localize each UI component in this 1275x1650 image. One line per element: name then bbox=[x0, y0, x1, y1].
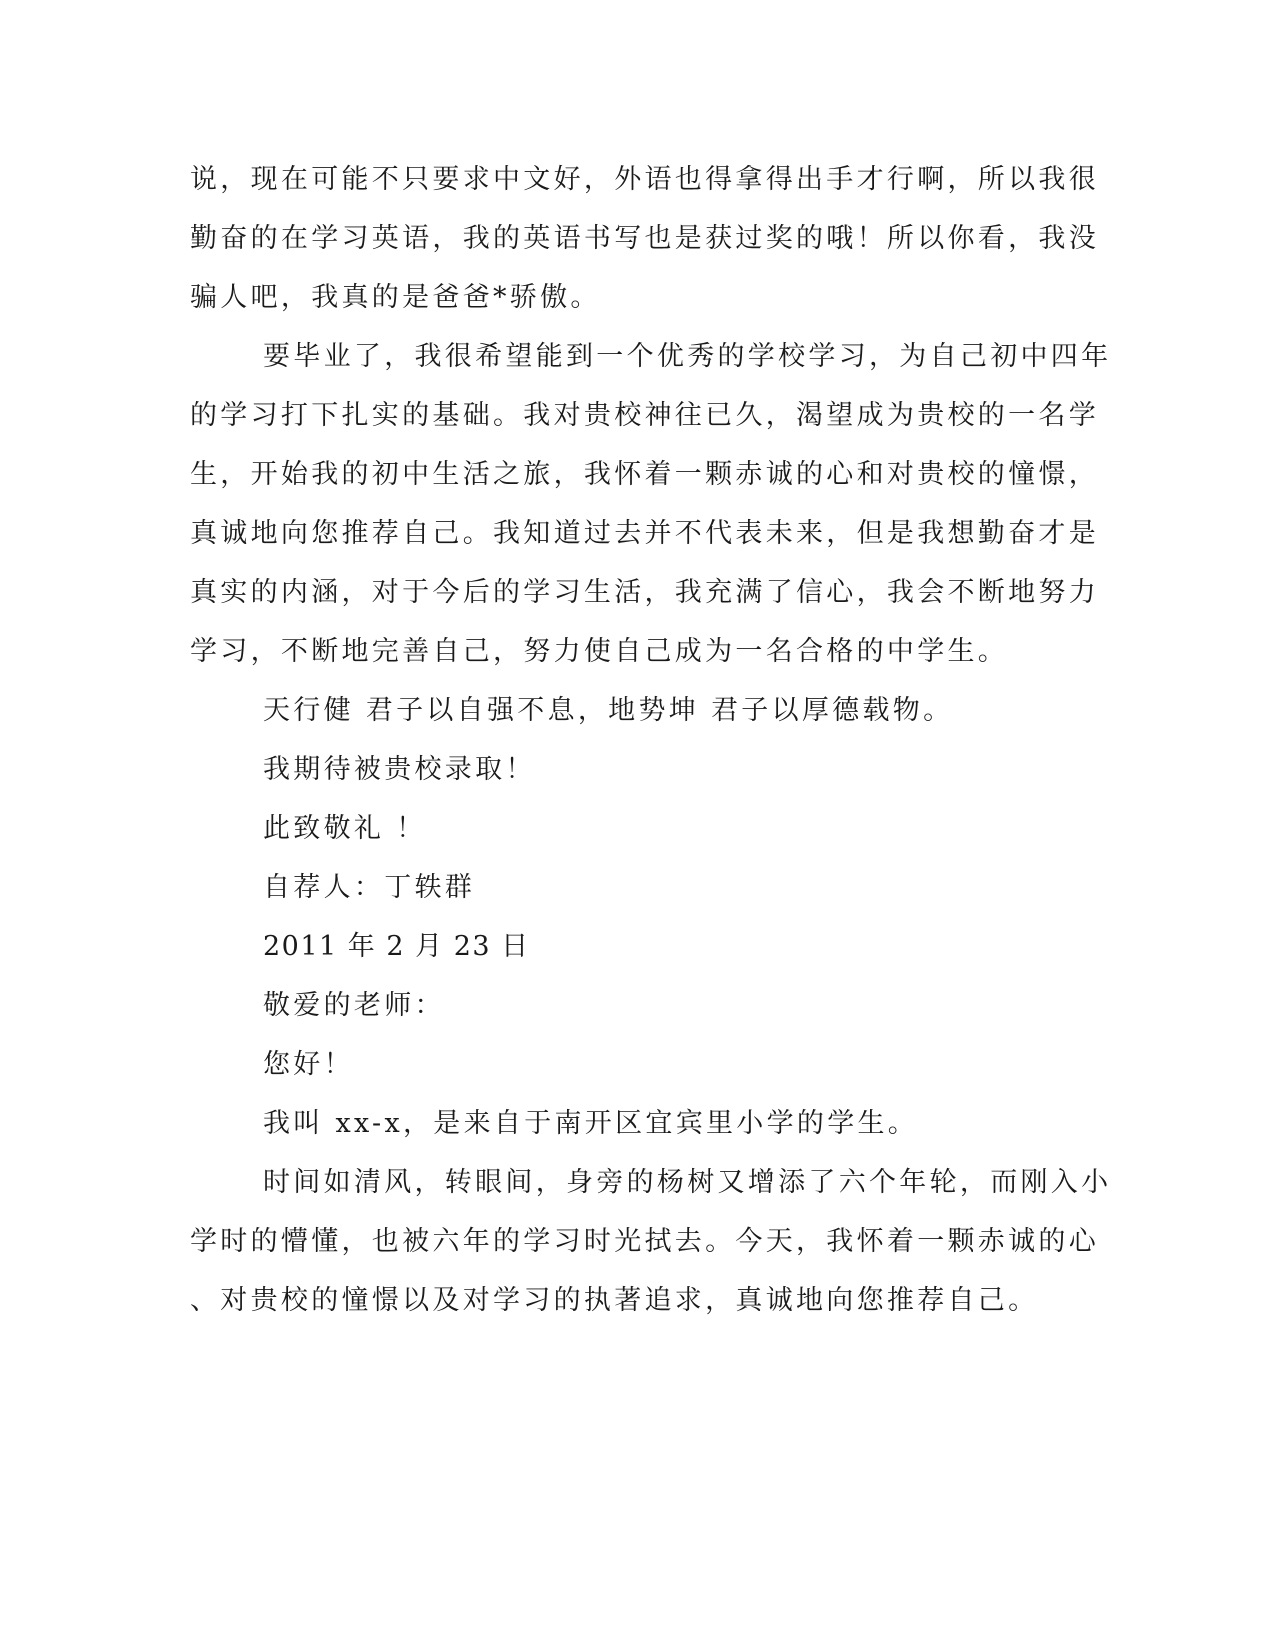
paragraph-line: 勤奋的在学习英语，我的英语书写也是获过奖的哦！所以你看，我没 bbox=[190, 223, 1099, 254]
paragraph-line: 我叫 xx-x，是来自于南开区宜宾里小学的学生。 bbox=[263, 1108, 919, 1139]
motto-line: 天行健 君子以自强不息，地势坤 君子以厚德载物。 bbox=[263, 695, 954, 726]
paragraph-line: 说，现在可能不只要求中文好，外语也得拿得出手才行啊，所以我很 bbox=[190, 164, 1099, 195]
paragraph-line: 我期待被贵校录取！ bbox=[263, 754, 536, 785]
paragraph-line: 的学习打下扎实的基础。我对贵校神往已久，渴望成为贵校的一名学 bbox=[190, 400, 1099, 431]
closing-salutation: 此致敬礼 ！ bbox=[263, 813, 427, 844]
paragraph-line: 真实的内涵，对于今后的学习生活，我充满了信心，我会不断地努力 bbox=[190, 577, 1099, 608]
paragraph-line: 学习，不断地完善自己，努力使自己成为一名合格的中学生。 bbox=[190, 636, 1009, 667]
paragraph-line: 骗人吧，我真的是爸爸*骄傲。 bbox=[190, 282, 601, 313]
greeting-line: 敬爱的老师： bbox=[263, 990, 445, 1021]
greeting-line: 您好！ bbox=[263, 1049, 354, 1080]
date-line: 2011 年 2 月 23 日 bbox=[263, 931, 530, 962]
paragraph-line: 学时的懵懂，也被六年的学习时光拭去。今天，我怀着一颗赤诚的心 bbox=[190, 1226, 1099, 1257]
paragraph-line: 真诚地向您推荐自己。我知道过去并不代表未来，但是我想勤奋才是 bbox=[190, 518, 1099, 549]
paragraph-line: 、对贵校的憧憬以及对学习的执著追求，真诚地向您推荐自己。 bbox=[190, 1285, 1039, 1316]
signature-line: 自荐人：丁轶群 bbox=[263, 872, 476, 903]
paragraph-line: 要毕业了，我很希望能到一个优秀的学校学习，为自己初中四年 bbox=[263, 341, 1112, 372]
paragraph-line: 生，开始我的初中生活之旅，我怀着一颗赤诚的心和对贵校的憧憬， bbox=[190, 459, 1099, 490]
paragraph-line: 时间如清风，转眼间，身旁的杨树又增添了六个年轮，而刚入小 bbox=[263, 1167, 1112, 1198]
